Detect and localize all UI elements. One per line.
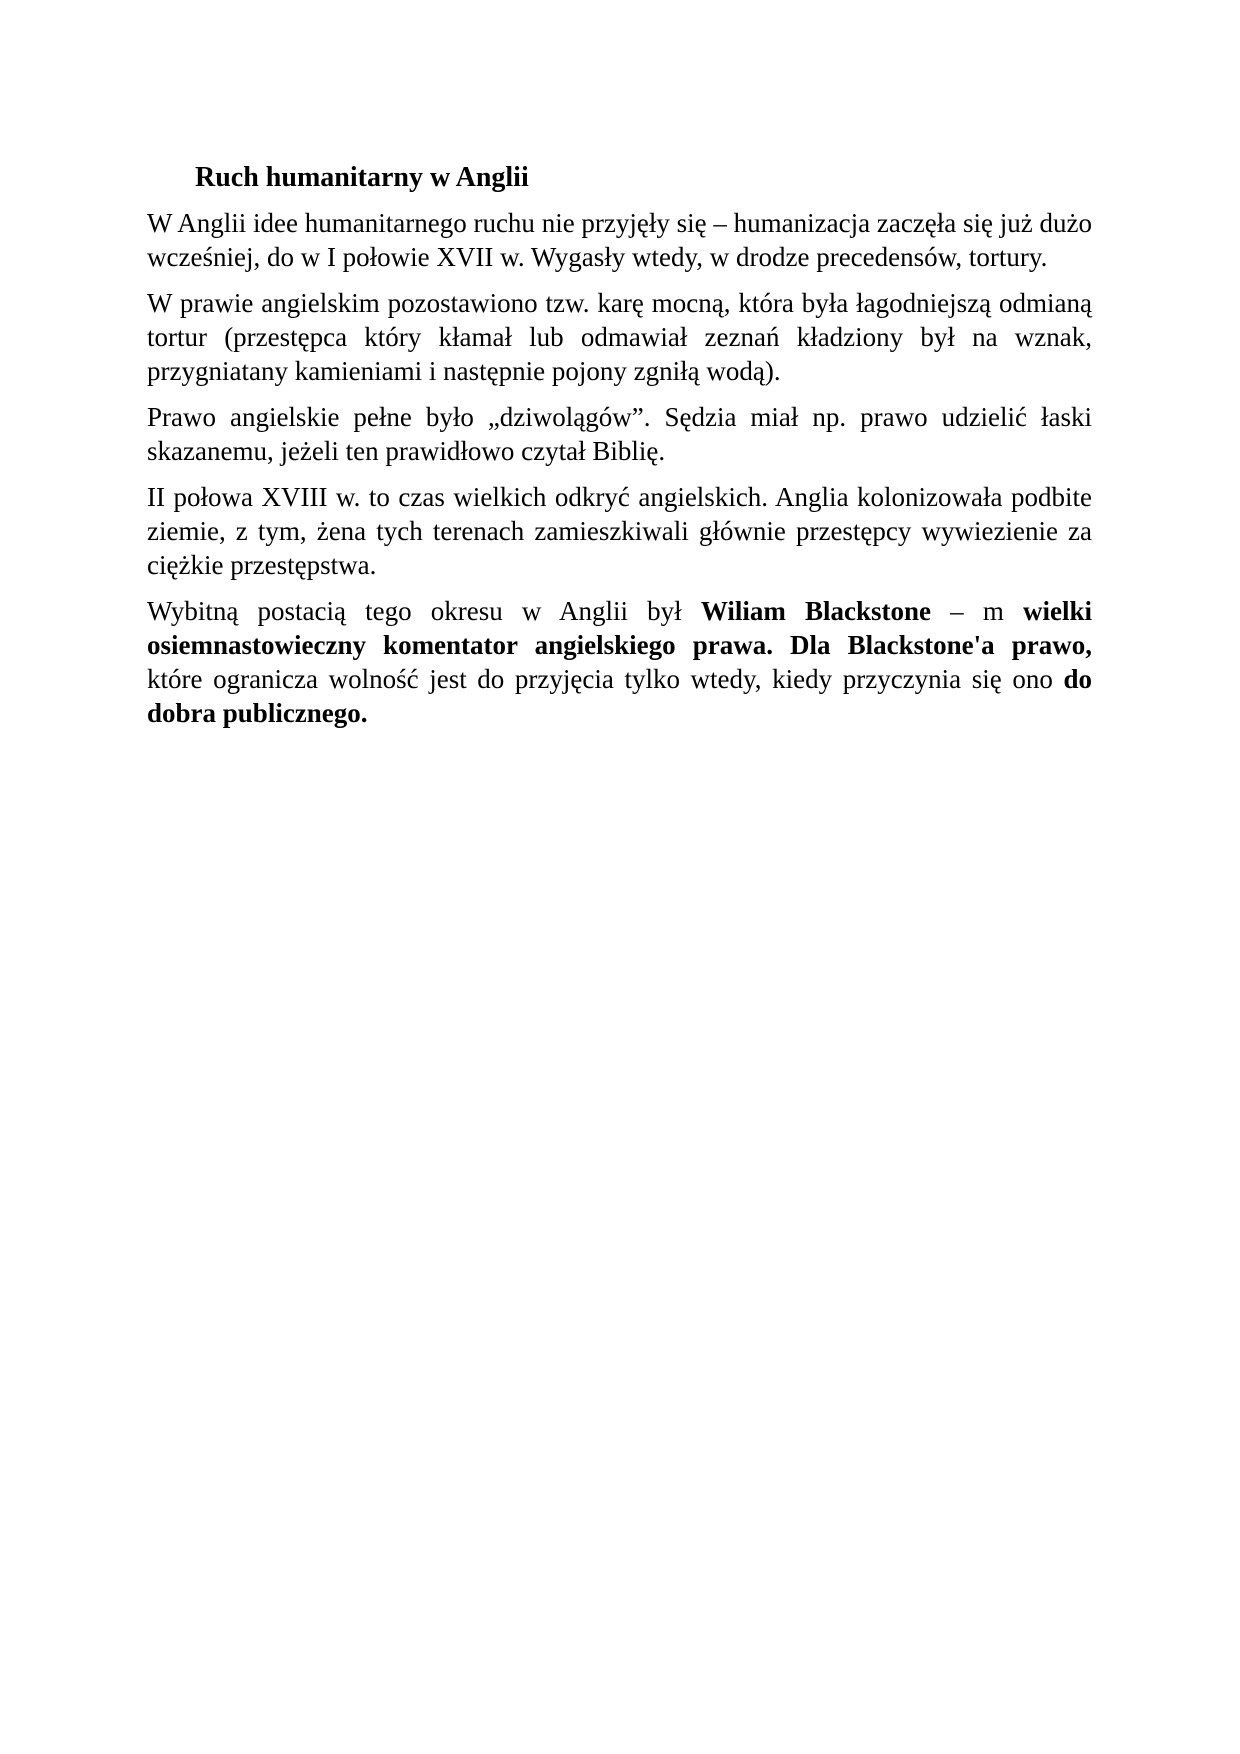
person-name-blackstone: Wiliam Blackstone [700,596,932,626]
paragraph-3: Prawo angielskie pełne było „dziwolągów”. Sędzia miał np. prawo udzielić łaski skazanemu, jeżeli ten prawidłowo czytał Biblię. [147,402,1092,466]
paragraph-5-text-1: Wybitną postacią tego okresu w Anglii był [147,596,701,626]
paragraph-2: W prawie angielskim pozostawiono tzw. karę mocną, która była łagodniejszą odmianą tortur (przestępca który kłamał lub odmawiał zeznań kładziony był na wznak, przygniatany kamieniami i następnie pojony zgniłą wodą). [147,288,1092,386]
paragraph-5-bold-conclusion: do dobra publicznego. [147,664,1092,728]
paragraph-5-text-3: które ogranicza wolność jest do przyjęcia tylko wtedy, kiedy przyczynia się ono [147,664,1064,694]
paragraph-5-bold-description: wielki osiemnastowieczny komentator angielskiego prawa. Dla Blackstone'a prawo, [147,596,1092,660]
paragraph-5-text-2: – m [931,596,1023,626]
document-title: Ruch humanitarny w Anglii [195,162,529,193]
paragraph-1: W Anglii idee humanitarnego ruchu nie przyjęły się – humanizacja zaczęła się już dużo wcześniej, do w I połowie XVII w. Wygasły wtedy, w drodze precedensów, tortury. [147,208,1092,272]
document-body [147,158,1092,742]
paragraph-4: II połowa XVIII w. to czas wielkich odkryć angielskich. Anglia kolonizowała podbite ziemie, z tym, żena tych terenach zamieszkiwali głównie przestępcy wywiezienie za ciężkie przestępstwa. [147,482,1092,580]
paragraph-5 [147,594,1092,730]
